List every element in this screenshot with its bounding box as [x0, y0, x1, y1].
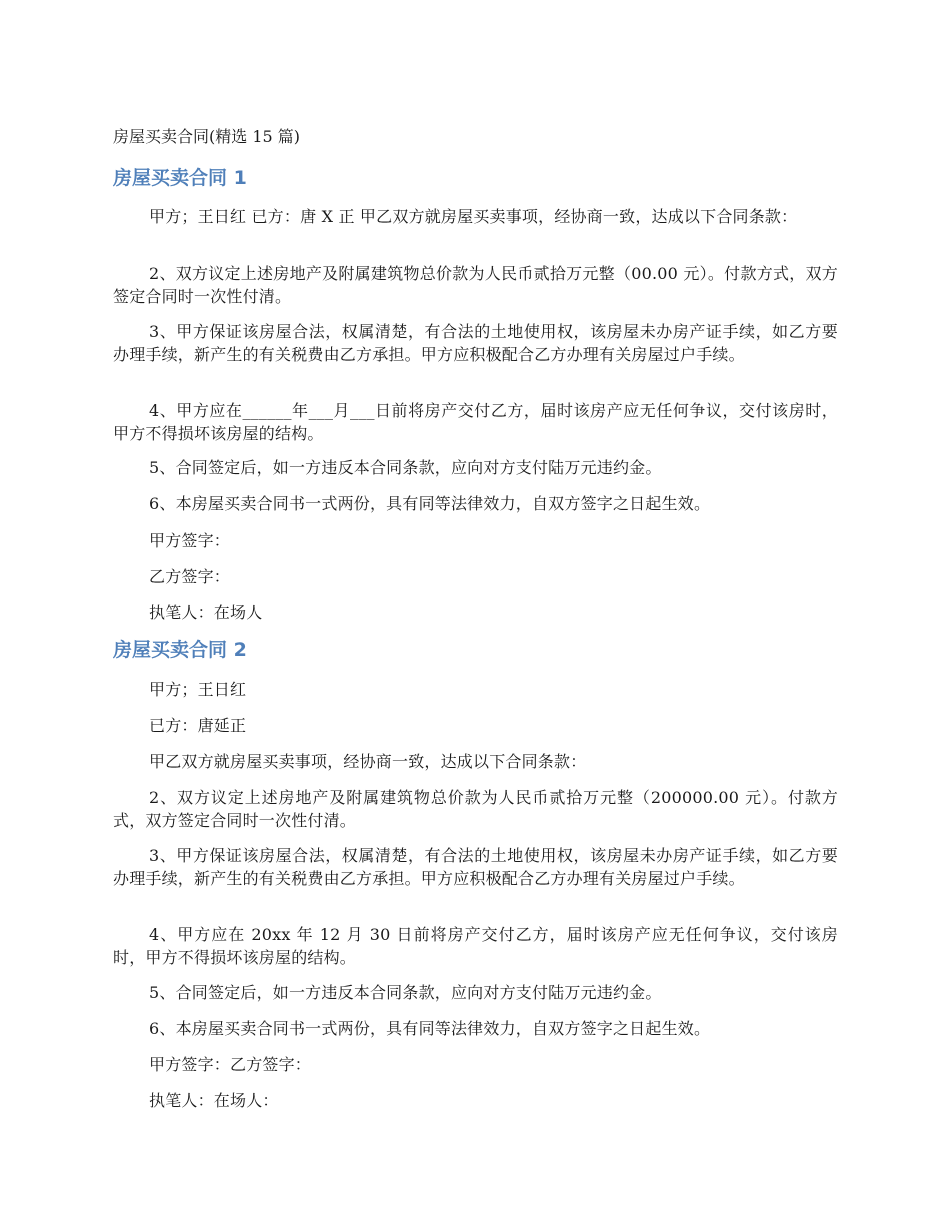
- paragraph: 甲方；王日红: [149, 680, 247, 699]
- paragraph: 6、本房屋买卖合同书一式两份，具有同等法律效力，自双方签字之日起生效。: [149, 1019, 711, 1038]
- paragraph: 3、甲方保证该房屋合法，权属清楚，有合法的土地使用权，该房屋未办房产证手续，如乙方要办理手续，新产生的有关税费由乙方承担。甲方应积极配合乙方办理有关房屋过户手续。: [113, 846, 838, 888]
- paragraph: 5、合同签定后，如一方违反本合同条款，应向对方支付陆万元违约金。: [149, 458, 662, 477]
- paragraph: 2、双方议定上述房地产及附属建筑物总价款为人民币贰拾万元整（200000.00 元）。付款方式，双方签定合同时一次性付清。: [113, 788, 838, 830]
- section-heading-2: 房屋买卖合同 2: [113, 639, 247, 661]
- signature-line-party-b: 乙方签字：: [149, 567, 231, 586]
- paragraph: 3、甲方保证该房屋合法，权属清楚，有合法的土地使用权，该房屋未办房产证手续，如乙方要办理手续，新产生的有关税费由乙方承担。甲方应积极配合乙方办理有关房屋过户手续。: [113, 322, 838, 364]
- document-title: 房屋买卖合同(精选 15 篇): [113, 127, 301, 146]
- paragraph: 4、甲方应在 20xx 年 12 月 30 日前将房产交付乙方，届时该房产应无任何争议，交付该房时，甲方不得损坏该房屋的结构。: [113, 925, 838, 967]
- signature-line-party-a: 甲方签字：: [149, 531, 231, 550]
- paragraph: 甲乙双方就房屋买卖事项，经协商一致，达成以下合同条款：: [149, 752, 587, 771]
- writer-line: 执笔人：在场人：: [149, 1091, 279, 1110]
- paragraph: 4、甲方应在______年___月___日前将房产交付乙方，届时该房产应无任何争议，交付该房时，甲方不得损坏该房屋的结构。: [113, 401, 838, 443]
- paragraph: 6、本房屋买卖合同书一式两份，具有同等法律效力，自双方签字之日起生效。: [149, 494, 711, 513]
- paragraph: 5、合同签定后，如一方违反本合同条款，应向对方支付陆万元违约金。: [149, 983, 662, 1002]
- paragraph: 甲方；王日红 已方：唐 X 正 甲乙双方就房屋买卖事项，经协商一致，达成以下合同条款：: [149, 207, 798, 226]
- signature-line: 甲方签字：乙方签字：: [149, 1055, 312, 1074]
- writer-line: 执笔人：在场人: [149, 603, 263, 622]
- section-heading-1: 房屋买卖合同 1: [113, 167, 247, 189]
- paragraph: 已方：唐延正: [149, 716, 247, 735]
- paragraph: 2、双方议定上述房地产及附属建筑物总价款为人民币贰拾万元整（00.00 元）。付款方式，双方签定合同时一次性付清。: [113, 264, 838, 306]
